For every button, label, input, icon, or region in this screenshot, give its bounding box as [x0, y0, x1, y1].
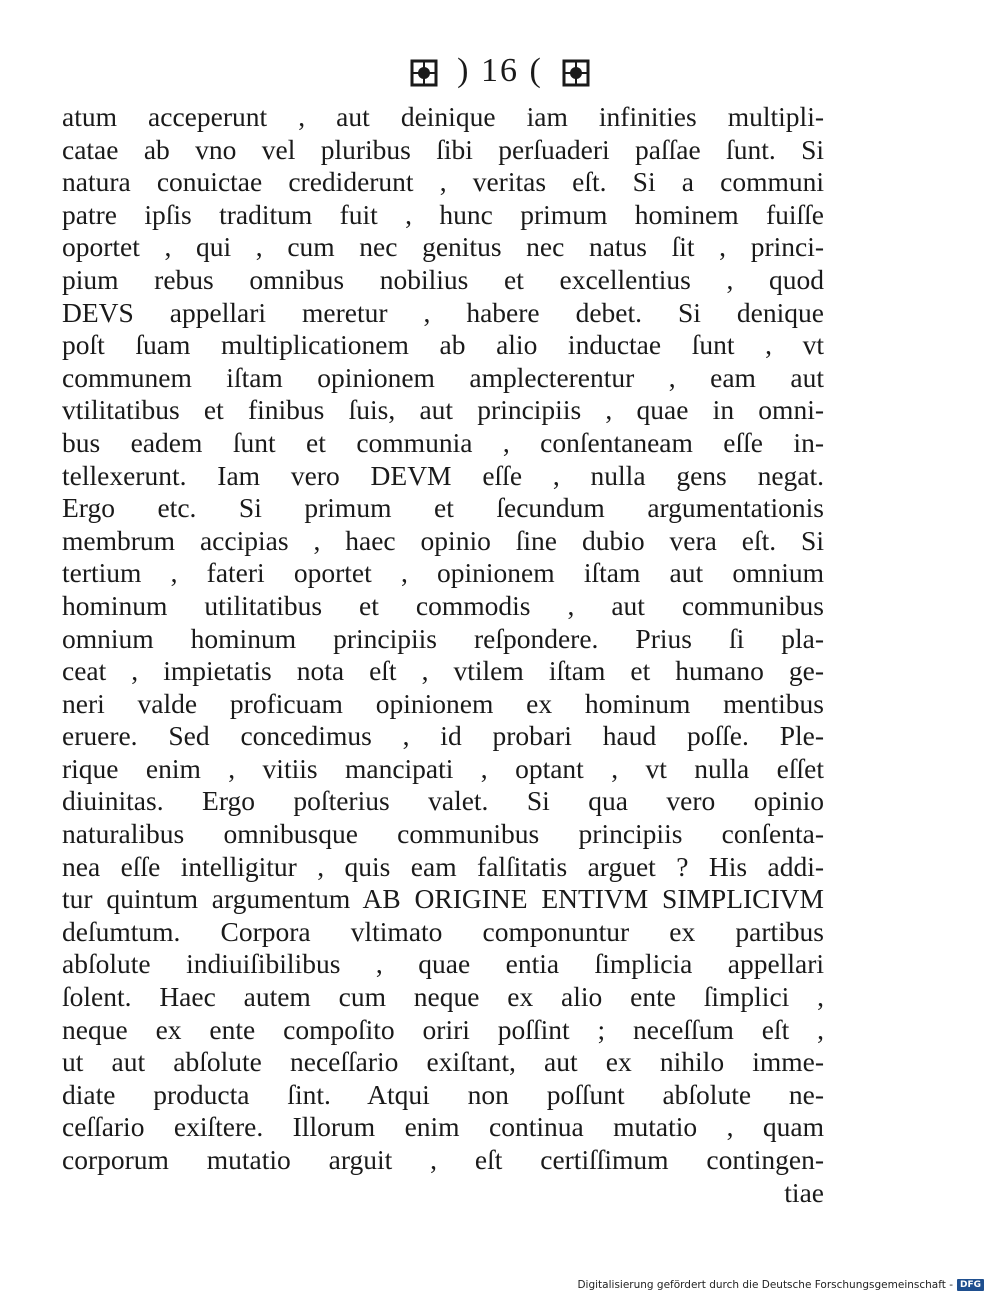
text-line: tur quintum argumentum AB ORIGINE ENTIVM SIMPLICIVM [62, 883, 824, 915]
text-line: tellexerunt. Iam vero DEVM eſſe , nulla gens negat. [62, 459, 824, 491]
fleuron-icon [409, 58, 439, 88]
text-line: omnium hominum principiis reſpondere. Prius ſi pla- [62, 622, 824, 654]
text-line: oportet , qui , cum nec genitus nec natus ſit , princi- [62, 231, 824, 263]
text-line: eruere. Sed concedimus , id probari haud poſſe. Ple- [62, 720, 824, 752]
text-line: ceſſario exiſtere. Illorum enim continua mutatio , quam [62, 1111, 824, 1143]
text-line: diate producta ſint. Atqui non poſſunt abſolute ne- [62, 1078, 824, 1110]
text-line: ceat , impietatis nota eſt , vtilem iſtam et humano ge- [62, 655, 824, 687]
text-line: communem iſtam opinionem amplecterentur , eam aut [62, 361, 824, 393]
text-line: hominum utilitatibus et commodis , aut communibus [62, 589, 824, 621]
text-line: patre ipſis traditum fuit , hunc primum hominem fuiſſe [62, 198, 824, 230]
page-header [0, 46, 1000, 96]
digitization-credit [577, 1279, 984, 1291]
text-line: ut aut abſolute neceſſario exiſtant, aut ex nihilo imme- [62, 1046, 824, 1078]
text-line: abſolute indiuiſibilibus , quae entia ſimplicia appellari [62, 948, 824, 980]
text-line: neri valde proficuam opinionem ex hominum mentibus [62, 687, 824, 719]
text-line: nea eſſe intelligitur , quis eam falſitatis arguet ? His addi- [62, 850, 824, 882]
text-line: poſt ſuam multiplicationem ab alio inductae ſunt , vt [62, 329, 824, 361]
text-line: neque ex ente compoſito oriri poſſint ; neceſſum eſt , [62, 1013, 824, 1045]
text-line: membrum accipias , haec opinio ſine dubio vera eſt. Si [62, 524, 824, 556]
text-line: bus eadem ſunt et communia , conſentaneam eſſe in- [62, 426, 824, 458]
catchword: tiae [784, 1176, 824, 1208]
text-line: atum acceperunt , aut deinique iam infinities multipli- [62, 101, 824, 132]
text-line: corporum mutatio arguit , eſt certiſſimum contingen- [62, 1144, 824, 1175]
text-line: natura conuictae crediderunt , veritas eſt. Si a communi [62, 166, 824, 198]
text-line: deſumtum. Corpora vltimato componuntur ex partibus [62, 915, 824, 947]
text-line: pium rebus omnibus nobilius et excellentius , quod [62, 263, 824, 295]
fleuron-icon [561, 58, 591, 88]
text-line: naturalibus omnibusque communibus principiis conſenta- [62, 818, 824, 850]
dfg-logo: DFG [957, 1279, 984, 1291]
body-text [62, 101, 824, 1209]
text-line: tertium , fateri oportet , opinionem iſtam aut omnium [62, 557, 824, 589]
text-line: catae ab vno vel pluribus ſibi perſuaderi paſſae ſunt. Si [62, 133, 824, 165]
credit-text: Digitalisierung gefördert durch die Deutsche Forschungsgemeinschaft - [577, 1279, 953, 1291]
text-line: DEVS appellari meretur , habere debet. Si denique [62, 296, 824, 328]
text-line: rique enim , vitiis mancipati , optant , vt nulla eſſet [62, 752, 824, 784]
page-number: ) 16 ( [457, 52, 543, 89]
text-line: diuinitas. Ergo poſterius valet. Si qua vero opinio [62, 785, 824, 817]
text-line: Ergo etc. Si primum et ſecundum argumentationis [62, 492, 824, 524]
text-line: ſolent. Haec autem cum neque ex alio ente ſimplici , [62, 981, 824, 1013]
text-line: vtilitatibus et finibus ſuis, aut principiis , quae in omni- [62, 394, 824, 426]
